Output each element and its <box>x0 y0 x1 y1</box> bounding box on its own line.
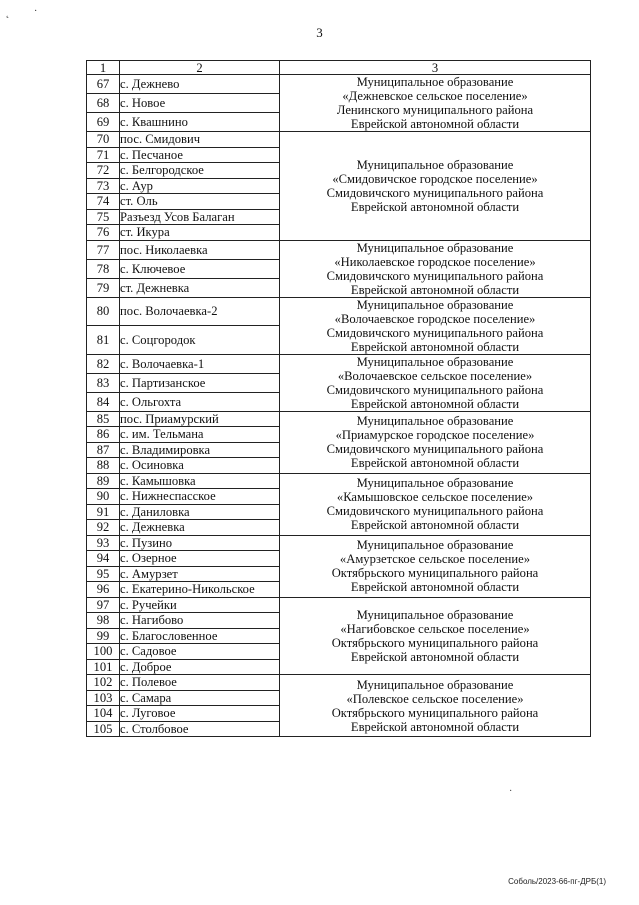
settlement-name: с. Луговое <box>120 706 280 722</box>
municipal-entity-line: «Приамурское городское поселение» <box>335 428 535 442</box>
row-number: 96 <box>87 582 120 598</box>
municipal-entity-line: Еврейской автономной области <box>350 339 520 354</box>
settlement-name: с. Садовое <box>120 644 280 660</box>
municipal-entity-line: Муниципальное образование <box>356 476 514 490</box>
row-number: 97 <box>87 597 120 613</box>
municipal-entity-line: Муниципальное образование <box>356 607 514 622</box>
row-number: 98 <box>87 613 120 629</box>
table-row <box>87 473 591 489</box>
municipal-entity-line: Еврейской автономной области <box>350 518 520 532</box>
table-row <box>87 132 591 148</box>
table-row <box>87 297 591 326</box>
municipal-entity-line: «Волочаевское сельское поселение» <box>337 368 533 383</box>
settlement-name: с. Новое <box>120 94 280 113</box>
row-number: 74 <box>87 194 120 210</box>
corner-mark: ˛ <box>6 8 10 19</box>
municipal-entity-line: Еврейской автономной области <box>350 396 520 411</box>
row-number: 104 <box>87 706 120 722</box>
row-number: 94 <box>87 551 120 567</box>
municipal-entity-line: Муниципальное образование <box>356 75 514 89</box>
municipal-entity-line: «Дежневское сельское поселение» <box>342 89 528 103</box>
row-number: 86 <box>87 427 120 443</box>
settlement-name: с. Ключевое <box>120 259 280 278</box>
settlement-name: пос. Смидович <box>120 132 280 148</box>
row-number: 84 <box>87 392 120 411</box>
municipal-entity-cell <box>280 75 591 132</box>
settlements-table <box>86 60 591 737</box>
row-number: 80 <box>87 297 120 326</box>
row-number: 70 <box>87 132 120 148</box>
settlement-name: с. Ручейки <box>120 597 280 613</box>
municipal-entity-cell <box>280 473 591 535</box>
column-header: 2 <box>120 61 280 75</box>
row-number: 105 <box>87 721 120 737</box>
table-row <box>87 240 591 259</box>
settlement-name: с. Аур <box>120 178 280 194</box>
settlement-name: с. Доброе <box>120 659 280 675</box>
row-number: 81 <box>87 326 120 355</box>
municipal-entity-line: «Николаевское городское поселение» <box>334 254 536 269</box>
row-number: 89 <box>87 473 120 489</box>
municipal-entity-cell <box>280 354 591 411</box>
municipal-entity-line: Октябрьского муниципального района <box>331 635 539 650</box>
row-number: 82 <box>87 354 120 373</box>
municipal-entity-line: «Полевское сельское поселение» <box>346 691 524 706</box>
settlement-name: с. Соцгородок <box>120 326 280 355</box>
row-number: 87 <box>87 442 120 458</box>
settlement-name: ст. Дежневка <box>120 278 280 297</box>
row-number: 103 <box>87 690 120 706</box>
municipal-entity-cell <box>280 132 591 241</box>
municipal-entity-line: Муниципальное образование <box>356 354 514 369</box>
row-number: 99 <box>87 628 120 644</box>
municipal-entity-line: Смидовичского муниципального района <box>326 185 544 200</box>
row-number: 83 <box>87 373 120 392</box>
row-number: 71 <box>87 147 120 163</box>
settlement-name: с. Амурзет <box>120 566 280 582</box>
municipal-entity-cell <box>280 675 591 737</box>
municipal-entity-cell <box>280 535 591 597</box>
table-header-row <box>87 61 591 75</box>
settlement-name: с. Екатерино-Никольское <box>120 582 280 598</box>
municipal-entity-line: Еврейской автономной области <box>350 117 520 131</box>
settlement-name: с. Дежневка <box>120 520 280 536</box>
settlement-name: ст. Оль <box>120 194 280 210</box>
municipal-entity-line: Смидовичского муниципального района <box>326 325 544 340</box>
municipal-entity-line: Еврейской автономной области <box>350 199 520 214</box>
municipal-entity-line: Муниципальное образование <box>356 157 514 172</box>
row-number: 68 <box>87 94 120 113</box>
table-row <box>87 411 591 427</box>
row-number: 101 <box>87 659 120 675</box>
table-row <box>87 597 591 613</box>
page-number: 3 <box>316 25 323 40</box>
municipal-entity-line: Еврейской автономной области <box>350 456 520 470</box>
municipal-entity-line: Еврейской автономной области <box>350 719 520 734</box>
settlement-name: с. Столбовое <box>120 721 280 737</box>
settlement-name: с. Волочаевка-1 <box>120 354 280 373</box>
settlement-name: с. Владимировка <box>120 442 280 458</box>
settlement-name: с. Самара <box>120 690 280 706</box>
settlement-name: с. Озерное <box>120 551 280 567</box>
row-number: 79 <box>87 278 120 297</box>
row-number: 100 <box>87 644 120 660</box>
row-number: 77 <box>87 240 120 259</box>
municipal-entity-line: Смидовичского муниципального района <box>326 442 544 456</box>
municipal-entity-cell <box>280 297 591 354</box>
municipal-entity-line: «Нагибовское сельское поселение» <box>340 621 530 636</box>
municipal-entity-cell <box>280 240 591 297</box>
municipal-entity-line: «Амурзетское сельское поселение» <box>339 552 531 566</box>
settlement-name: с. Нагибово <box>120 613 280 629</box>
row-number: 91 <box>87 504 120 520</box>
municipal-entity-line: Смидовичского муниципального района <box>326 382 544 397</box>
settlement-name: с. Песчаное <box>120 147 280 163</box>
settlement-name: с. Белгородское <box>120 163 280 179</box>
row-number: 73 <box>87 178 120 194</box>
settlement-name: с. Партизанское <box>120 373 280 392</box>
row-number: 72 <box>87 163 120 179</box>
municipal-entity-line: «Камышовское сельское поселение» <box>336 490 534 504</box>
row-number: 102 <box>87 675 120 691</box>
settlement-name: с. Даниловка <box>120 504 280 520</box>
table-body <box>87 75 591 737</box>
settlement-name: ст. Икура <box>120 225 280 241</box>
table-row <box>87 354 591 373</box>
corner-mark: · <box>34 6 38 17</box>
column-header: 1 <box>87 61 120 75</box>
municipal-entity-line: Муниципальное образование <box>356 297 514 312</box>
row-number: 95 <box>87 566 120 582</box>
settlement-name: с. Благословенное <box>120 628 280 644</box>
municipal-entity-line: Еврейской автономной области <box>350 649 520 664</box>
table-row <box>87 675 591 691</box>
column-header: 3 <box>280 61 591 75</box>
settlement-name: с. им. Тельмана <box>120 427 280 443</box>
settlement-name: с. Нижнеспасское <box>120 489 280 505</box>
municipal-entity-line: Смидовичского муниципального района <box>326 504 544 518</box>
settlement-name: с. Осиновка <box>120 458 280 474</box>
municipal-entity-line: Еврейской автономной области <box>350 282 520 297</box>
table-row <box>87 75 591 94</box>
municipal-entity-cell <box>280 597 591 675</box>
municipal-entity-cell <box>280 411 591 473</box>
settlement-name: Разъезд Усов Балаган <box>120 209 280 225</box>
settlement-name: с. Ольгохта <box>120 392 280 411</box>
settlement-name: с. Квашнино <box>120 113 280 132</box>
settlement-name: пос. Николаевка <box>120 240 280 259</box>
row-number: 67 <box>87 75 120 94</box>
settlement-name: с. Дежнево <box>120 75 280 94</box>
municipal-entity-line: Муниципальное образование <box>356 414 514 428</box>
municipal-entity-line: Муниципальное образование <box>356 538 514 552</box>
row-number: 75 <box>87 209 120 225</box>
row-number: 78 <box>87 259 120 278</box>
settlement-name: с. Камышовка <box>120 473 280 489</box>
settlement-name: пос. Приамурский <box>120 411 280 427</box>
row-number: 88 <box>87 458 120 474</box>
settlement-name: с. Полевое <box>120 675 280 691</box>
settlement-name: с. Пузино <box>120 535 280 551</box>
row-number: 92 <box>87 520 120 536</box>
municipal-entity-line: Октябрьского муниципального района <box>331 566 539 580</box>
municipal-entity-line: «Волочаевское городское поселение» <box>334 311 536 326</box>
municipal-entity-line: Ленинского муниципального района <box>336 103 534 117</box>
municipal-entity-line: Смидовичского муниципального района <box>326 268 544 283</box>
municipal-entity-line: Октябрьского муниципального района <box>331 705 539 720</box>
row-number: 85 <box>87 411 120 427</box>
settlement-name: пос. Волочаевка-2 <box>120 297 280 326</box>
municipal-entity-line: Еврейской автономной области <box>350 580 520 594</box>
row-number: 90 <box>87 489 120 505</box>
table-row <box>87 535 591 551</box>
municipal-entity-line: «Смидовичское городское поселение» <box>332 171 538 186</box>
municipal-entity-line: Муниципальное образование <box>356 240 514 255</box>
row-number: 69 <box>87 113 120 132</box>
municipal-entity-line: Муниципальное образование <box>356 677 514 692</box>
stray-mark: · <box>509 786 513 797</box>
document-code: Соболь/2023-66-пг-ДРБ(1) <box>508 877 606 886</box>
row-number: 93 <box>87 535 120 551</box>
row-number: 76 <box>87 225 120 241</box>
